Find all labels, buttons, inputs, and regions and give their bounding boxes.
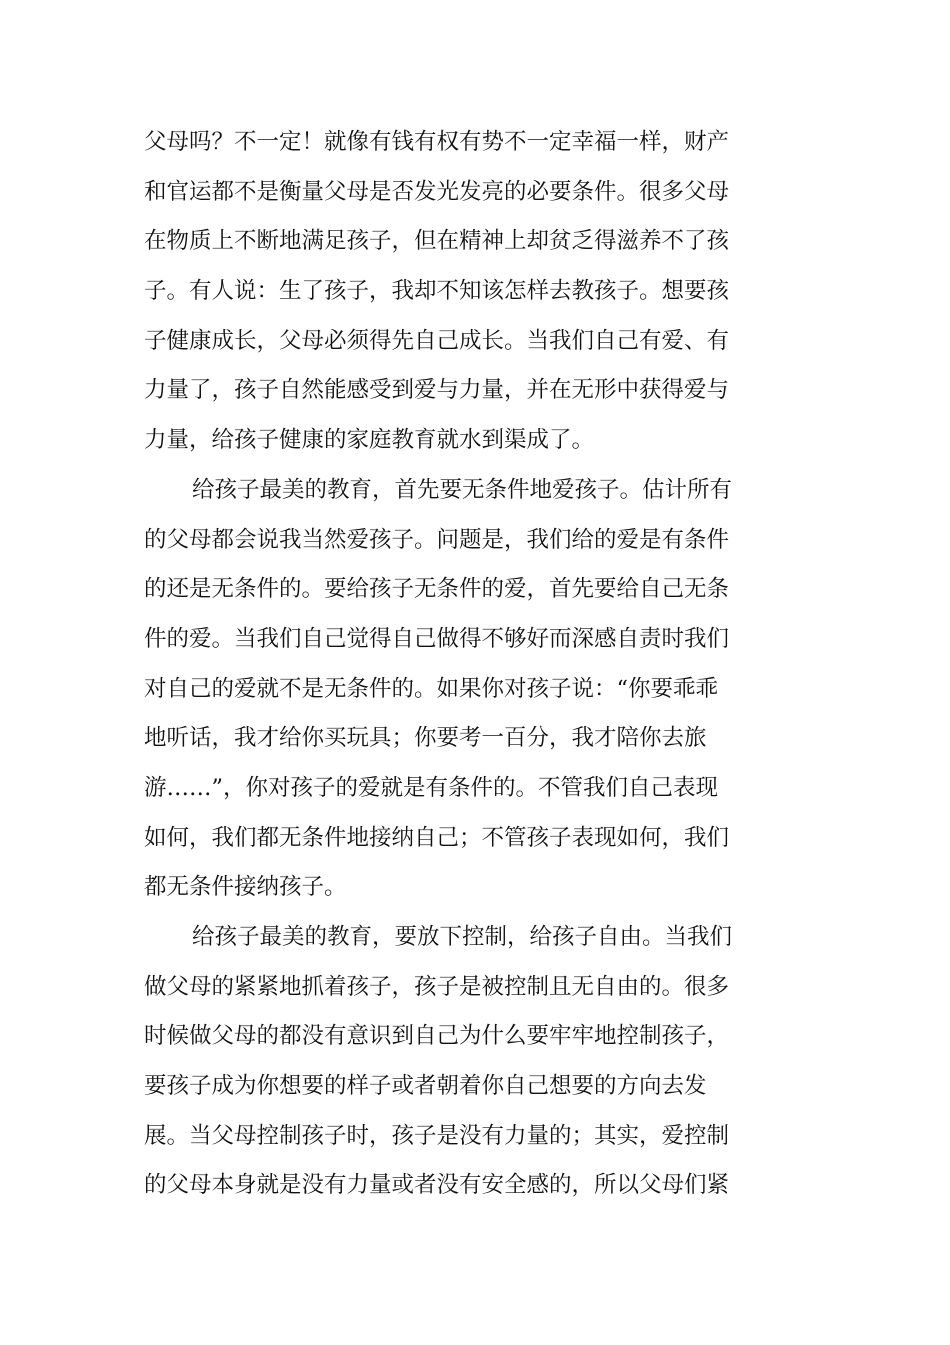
text-line: 展。当父母控制孩子时，孩子是没有力量的；其实，爱控制 bbox=[144, 1122, 730, 1149]
text-line: 力量，给孩子健康的家庭教育就水到渠成了。 bbox=[144, 427, 595, 454]
paragraph-first-line: 给孩子最美的教育，要放下控制，给孩子自由。当我们 bbox=[192, 924, 733, 950]
text-line: 在物质上不断地满足孩子，但在精神上却贫乏得滋养不了孩 bbox=[144, 228, 730, 255]
document-body bbox=[144, 118, 744, 1211]
text-line: 的父母都会说我当然爱孩子。问题是，我们给的爱是有条件 bbox=[144, 526, 730, 553]
text-line: 和官运都不是衡量父母是否发光发亮的必要条件。很多父母 bbox=[144, 178, 730, 205]
text-line: 的还是无条件的。要给孩子无条件的爱，首先要给自己无条 bbox=[144, 576, 730, 603]
text-line: 都无条件接纳孩子。 bbox=[144, 874, 347, 901]
text-line: 的父母本身就是没有力量或者没有安全感的，所以父母们紧 bbox=[144, 1172, 730, 1199]
text-line: 游……”，你对孩子的爱就是有条件的。不管我们自己表现 bbox=[144, 774, 719, 801]
text-line: 做父母的紧紧地抓着孩子，孩子是被控制且无自由的。很多 bbox=[144, 973, 730, 1000]
paragraph-first-line: 给孩子最美的教育，首先要无条件地爱孩子。估计所有 bbox=[192, 476, 733, 503]
text-line: 件的爱。当我们自己觉得自己做得不够好而深感自责时我们 bbox=[144, 625, 730, 652]
text-line: 如何，我们都无条件地接纳自己；不管孩子表现如何，我们 bbox=[144, 824, 730, 851]
text-line: 时候做父母的都没有意识到自己为什么要牢牢地控制孩子， bbox=[144, 1023, 730, 1050]
text-line: 子健康成长，父母必须得先自己成长。当我们自己有爱、有 bbox=[144, 327, 730, 354]
text-line: 子。有人说：生了孩子，我却不知该怎样去教孩子。想要孩 bbox=[144, 278, 730, 305]
text-line: 力量了，孩子自然能感受到爱与力量，并在无形中获得爱与 bbox=[144, 377, 730, 404]
text-line: 父母吗？不一定！就像有钱有权有势不一定幸福一样，财产 bbox=[144, 129, 730, 155]
text-line: 对自己的爱就不是无条件的。如果你对孩子说：“你要乖乖 bbox=[144, 675, 719, 702]
text-line: 要孩子成为你想要的样子或者朝着你自己想要的方向去发 bbox=[144, 1073, 707, 1100]
text-line: 地听话，我才给你买玩具；你要考一百分，我才陪你去旅 bbox=[144, 725, 707, 752]
